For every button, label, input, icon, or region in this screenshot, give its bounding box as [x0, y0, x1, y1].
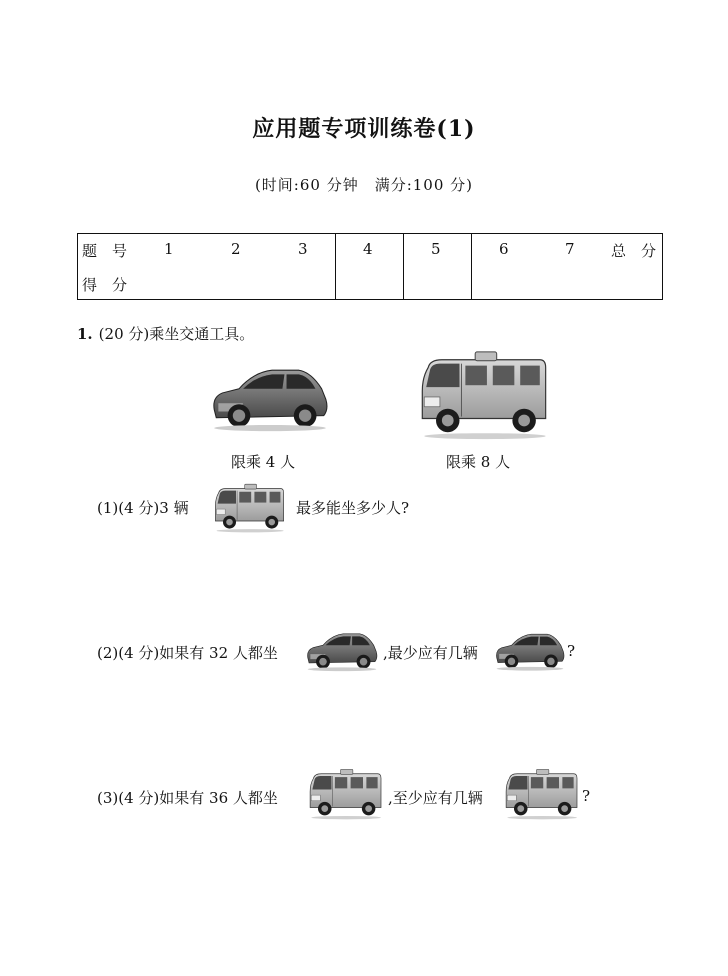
question-number: 1. [77, 325, 93, 343]
van-icon [500, 767, 582, 821]
score-table [77, 233, 663, 300]
part-2-text-before: (2)(4 分)如果有 32 人都坐 [97, 644, 278, 662]
part-2-text-middle: ,最少应有几辆 [383, 644, 478, 662]
part-2-text-after: ? [567, 642, 576, 660]
part-3-text-before: (3)(4 分)如果有 36 人都坐 [97, 789, 278, 807]
question-1-heading [77, 323, 254, 344]
exam-info: (时间:60 分钟 满分:100 分) [254, 176, 474, 194]
page-title: 应用题专项训练卷(1) [252, 116, 476, 142]
van-icon [208, 482, 290, 534]
col-header-2: 2 [231, 240, 241, 258]
car-capacity-caption: 限乘 4 人 [231, 453, 296, 471]
part-3-text-after: ? [582, 787, 591, 805]
row-label-question-number: 题 号 [82, 242, 128, 260]
col-header-5: 5 [431, 240, 441, 258]
car-icon [304, 626, 380, 672]
col-header-1: 1 [164, 240, 174, 258]
van-capacity-caption: 限乘 8 人 [446, 453, 511, 471]
van-image [412, 348, 554, 442]
question-text: (20 分)乘坐交通工具。 [98, 325, 255, 343]
row-label-score: 得 分 [82, 276, 128, 294]
col-header-7: 7 [565, 240, 575, 258]
part-1-text-before: (1)(4 分)3 辆 [97, 499, 189, 517]
part-3-text-middle: ,至少应有几辆 [388, 789, 483, 807]
col-header-6: 6 [499, 240, 509, 258]
car-icon [493, 626, 567, 672]
col-header-4: 4 [363, 240, 373, 258]
col-header-total: 总 分 [611, 242, 657, 260]
part-1-text-after: 最多能坐多少人? [296, 499, 410, 517]
col-header-3: 3 [298, 240, 308, 258]
car-image [208, 357, 332, 433]
van-icon [303, 767, 387, 821]
